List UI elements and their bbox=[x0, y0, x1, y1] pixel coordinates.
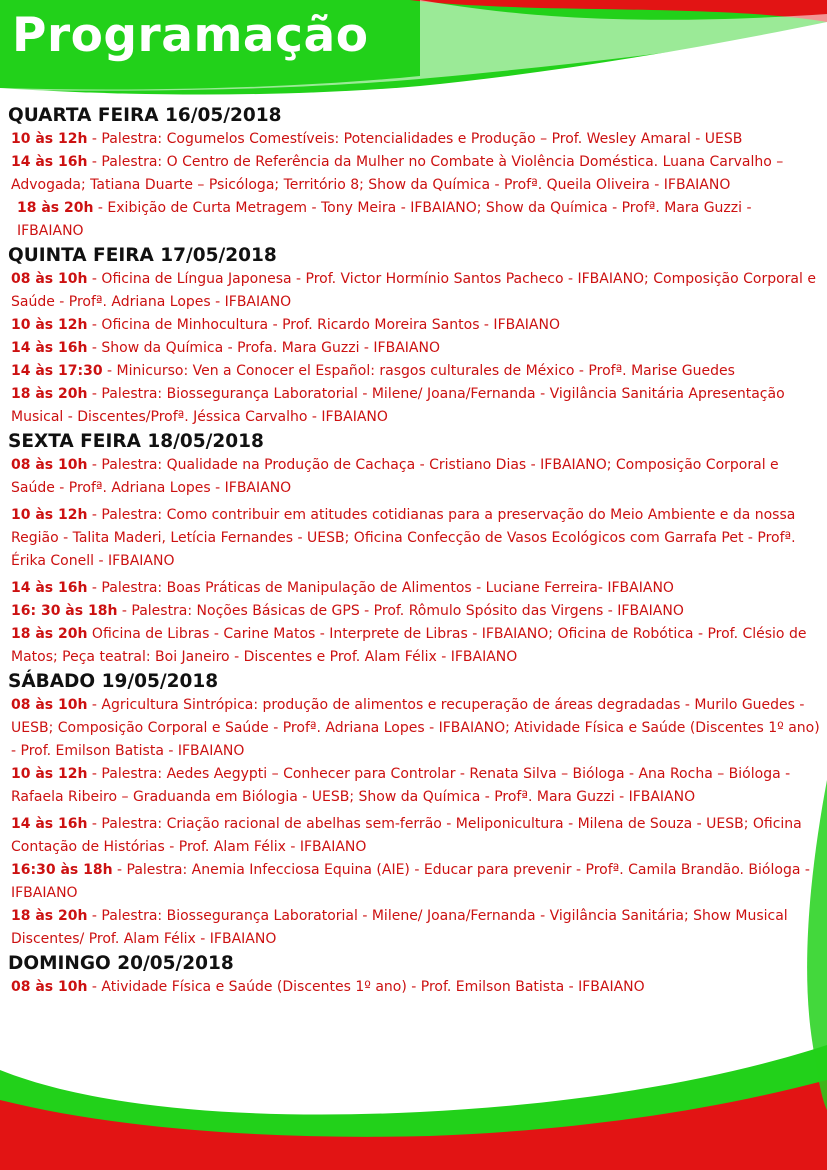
event-text: - Palestra: Aedes Aegypti – Conhecer para Controlar - Renata Silva – Bióloga - Ana Rocha – Bióloga - Rafaela Ribeiro – Graduanda em Biólogia - UESB; Show da Química - Profª. Mara Guzzi - IFBAIANO bbox=[11, 766, 791, 805]
event-text: - Palestra: Qualidade na Produção de Cachaça - Cristiano Dias - IFBAIANO; Composição Corporal e Saúde - Profª. Adriana Lopes - IFBAIANO bbox=[11, 457, 779, 496]
day-heading: SEXTA FEIRA 18/05/2018 bbox=[8, 431, 264, 452]
schedule-item bbox=[8, 314, 820, 337]
event-text: - Palestra: Criação racional de abelhas sem-ferrão - Meliponicultura - Milena de Souza - UESB; Oficina Contação de Histórias - Prof. Alam Félix - IFBAIANO bbox=[11, 816, 802, 855]
schedule-item bbox=[8, 504, 820, 573]
time-label: 18 às 20h bbox=[11, 386, 88, 402]
event-text: - Palestra: O Centro de Referência da Mulher no Combate à Violência Doméstica. Luana Carvalho – Advogada; Tatiana Duarte – Psicóloga; Território 8; Show da Química - Profª. Queila Oliveira - IFBAIANO bbox=[11, 154, 784, 193]
schedule-item bbox=[8, 600, 820, 623]
time-label: 16:30 às 18h bbox=[11, 862, 113, 878]
schedule-item bbox=[8, 268, 820, 314]
event-text: - Atividade Física e Saúde (Discentes 1º ano) - Prof. Emilson Batista - IFBAIANO bbox=[87, 979, 645, 995]
event-text: Oficina de Libras - Carine Matos - Interprete de Libras - IFBAIANO; Oficina de Robótica - Prof. Clésio de Matos; Peça teatral: Boi Janeiro - Discentes e Prof. Alam Félix - IFBAIANO bbox=[11, 626, 807, 665]
time-label: 18 às 20h bbox=[11, 908, 88, 924]
schedule-item bbox=[8, 976, 820, 999]
time-label: 14 às 16h bbox=[11, 816, 88, 832]
schedule-item bbox=[8, 813, 820, 859]
time-label: 14 às 16h bbox=[11, 340, 88, 356]
event-text: - Oficina de Minhocultura - Prof. Ricardo Moreira Santos - IFBAIANO bbox=[87, 317, 560, 333]
day-heading: QUARTA FEIRA 16/05/2018 bbox=[8, 105, 282, 126]
schedule-item bbox=[8, 197, 820, 243]
event-text: - Palestra: Boas Práticas de Manipulação de Alimentos - Luciane Ferreira- IFBAIANO bbox=[87, 580, 674, 596]
event-text: - Show da Química - Profa. Mara Guzzi - IFBAIANO bbox=[87, 340, 440, 356]
time-label: 08 às 10h bbox=[11, 271, 88, 287]
time-label: 18 às 20h bbox=[17, 200, 94, 216]
event-text: - Palestra: Biossegurança Laboratorial - Milene/ Joana/Fernanda - Vigilância Sanitária; Show Musical Discentes/ Prof. Alam Félix - IFBAIANO bbox=[11, 908, 788, 947]
schedule-item bbox=[8, 763, 820, 809]
event-text: - Palestra: Anemia Infecciosa Equina (AIE) - Educar para prevenir - Profª. Camila Brandão. Bióloga - IFBAIANO bbox=[11, 862, 810, 901]
schedule-item bbox=[8, 360, 820, 383]
schedule-item bbox=[8, 454, 820, 500]
day-section bbox=[8, 669, 820, 951]
schedule-item bbox=[8, 337, 820, 360]
day-heading: SÁBADO 19/05/2018 bbox=[8, 671, 219, 692]
schedule-item bbox=[8, 128, 820, 151]
time-label: 10 às 12h bbox=[11, 766, 88, 782]
time-label: 08 às 10h bbox=[11, 979, 88, 995]
time-label: 16: 30 às 18h bbox=[11, 603, 118, 619]
schedule-item bbox=[8, 151, 820, 197]
day-section bbox=[8, 951, 820, 999]
time-label: 08 às 10h bbox=[11, 697, 88, 713]
event-text: - Palestra: Cogumelos Comestíveis: Potencialidades e Produção – Prof. Wesley Amaral - UESB bbox=[87, 131, 743, 147]
page-title: Programação bbox=[12, 8, 369, 63]
time-label: 14 às 17:30 bbox=[11, 363, 103, 379]
day-heading: QUINTA FEIRA 17/05/2018 bbox=[8, 245, 277, 266]
schedule-item bbox=[8, 383, 820, 429]
time-label: 14 às 16h bbox=[11, 580, 88, 596]
schedule-item bbox=[8, 623, 820, 669]
event-text: - Palestra: Biossegurança Laboratorial - Milene/ Joana/Fernanda - Vigilância Sanitária Apresentação Musical - Discentes/Profª. Jéssica Carvalho - IFBAIANO bbox=[11, 386, 785, 425]
event-text: - Palestra: Como contribuir em atitudes cotidianas para a preservação do Meio Ambiente e da nossa Região - Talita Maderi, Letícia Fernandes - UESB; Oficina Confecção de Vasos Ecológicos com Garrafa Pet - Profª. Érika Conell - IFBAIANO bbox=[11, 507, 796, 569]
event-text: - Minicurso: Ven a Conocer el Español: rasgos culturales de México - Profª. Marise Guedes bbox=[102, 363, 735, 379]
schedule-item bbox=[8, 859, 820, 905]
time-label: 18 às 20h bbox=[11, 626, 88, 642]
event-text: - Palestra: Noções Básicas de GPS - Prof. Rômulo Spósito das Virgens - IFBAIANO bbox=[117, 603, 684, 619]
time-label: 10 às 12h bbox=[11, 317, 88, 333]
time-label: 14 às 16h bbox=[11, 154, 88, 170]
event-text: - Exibição de Curta Metragem - Tony Meira - IFBAIANO; Show da Química - Profª. Mara Guzzi - IFBAIANO bbox=[17, 200, 752, 239]
time-label: 08 às 10h bbox=[11, 457, 88, 473]
event-text: - Oficina de Língua Japonesa - Prof. Victor Hormínio Santos Pacheco - IFBAIANO; Composição Corporal e Saúde - Profª. Adriana Lopes - IFBAIANO bbox=[11, 271, 816, 310]
day-section bbox=[8, 103, 820, 243]
day-heading: DOMINGO 20/05/2018 bbox=[8, 953, 234, 974]
time-label: 10 às 12h bbox=[11, 131, 88, 147]
schedule-item bbox=[8, 905, 820, 951]
day-section bbox=[8, 429, 820, 669]
schedule-item bbox=[8, 577, 820, 600]
event-text: - Agricultura Sintrópica: produção de alimentos e recuperação de áreas degradadas - Murilo Guedes - UESB; Composição Corporal e Saúde - Profª. Adriana Lopes - IFBAIANO; Atividade Física e Saúde (Discentes 1º ano) - Prof. Emilson Batista - IFBAIANO bbox=[11, 697, 820, 759]
schedule bbox=[8, 103, 820, 999]
day-section bbox=[8, 243, 820, 429]
schedule-item bbox=[8, 694, 820, 763]
time-label: 10 às 12h bbox=[11, 507, 88, 523]
